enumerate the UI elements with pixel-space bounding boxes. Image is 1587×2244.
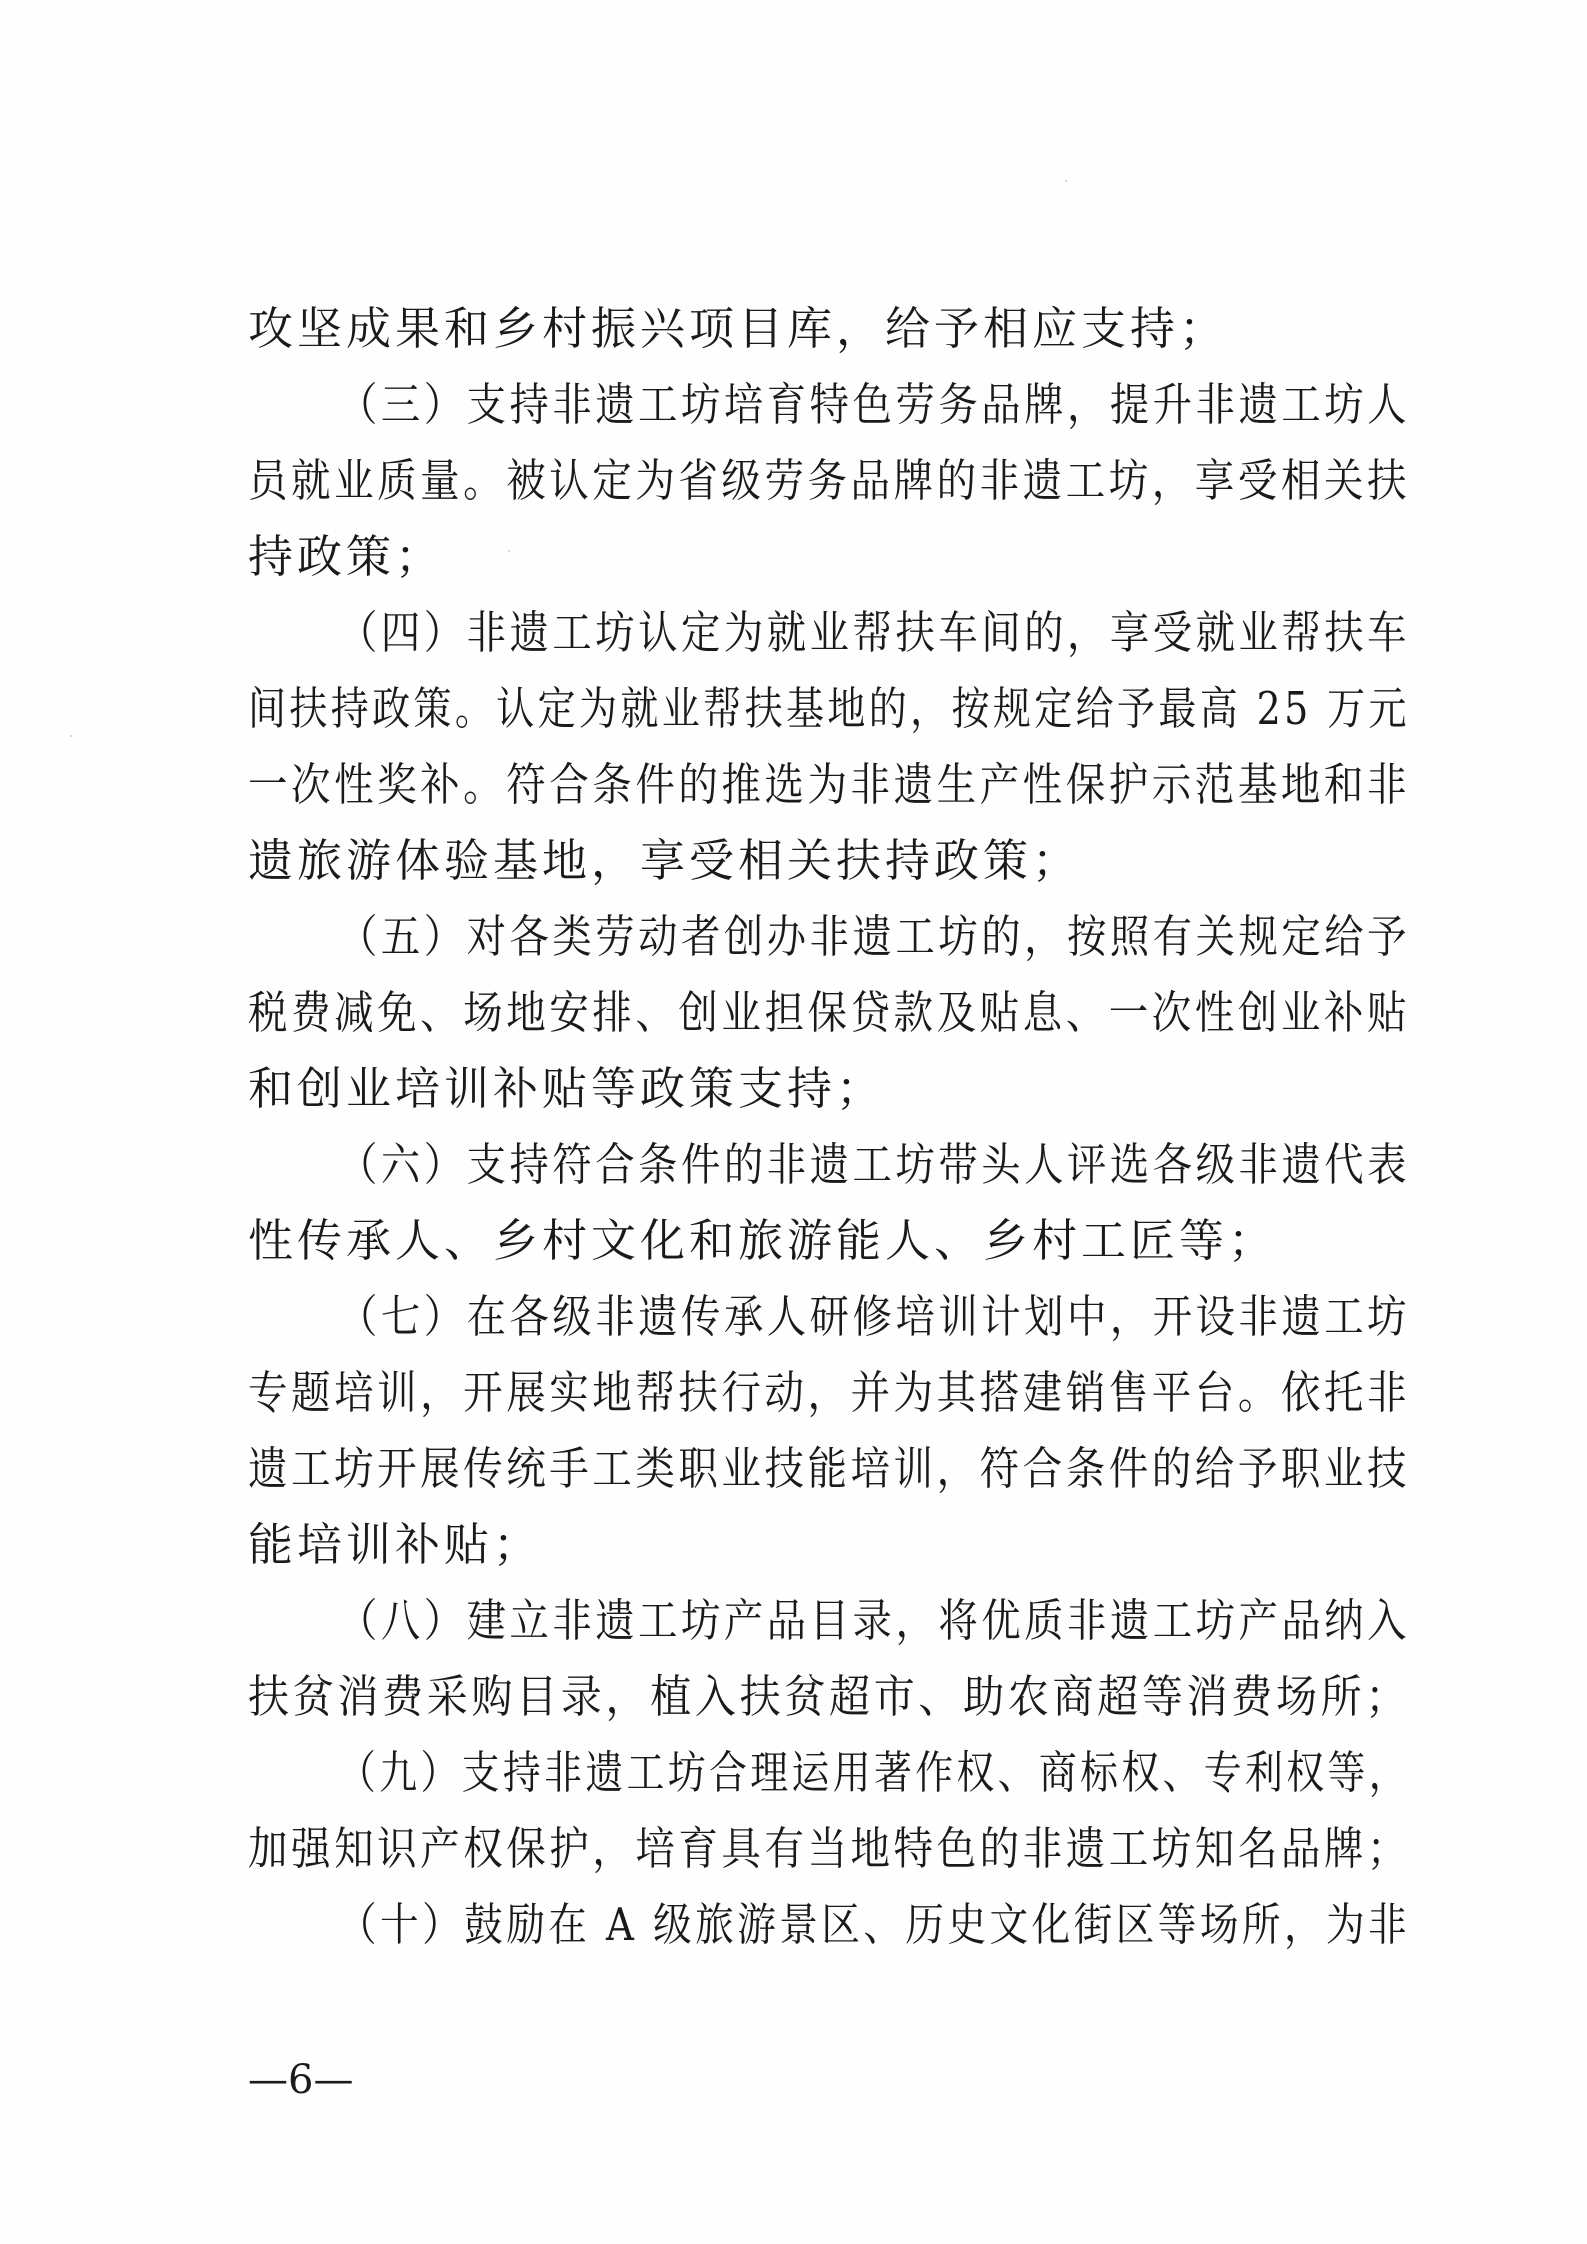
scan-speck — [70, 735, 72, 737]
text-line: （十）鼓励在 A 级旅游景区、历史文化街区等场所，为非 — [338, 1898, 1411, 1951]
text-line: 员就业质量。被认定为省级劳务品牌的非遗工坊，享受相关扶 — [248, 454, 1411, 507]
scan-speck — [1065, 180, 1067, 182]
text-line: 税费减免、场地安排、创业担保贷款及贴息、一次性创业补贴 — [248, 986, 1411, 1039]
text-line: （八）建立非遗工坊产品目录，将优质非遗工坊产品纳入 — [338, 1594, 1411, 1647]
text-line: 扶贫消费采购目录，植入扶贫超市、助农商超等消费场所； — [248, 1670, 1411, 1723]
text-line: 间扶持政策。认定为就业帮扶基地的，按规定给予最高 25 万元 — [248, 682, 1410, 735]
text-line: （七）在各级非遗传承人研修培训计划中，开设非遗工坊 — [338, 1290, 1411, 1343]
text-line: 遗工坊开展传统手工类职业技能培训，符合条件的给予职业技 — [248, 1442, 1411, 1495]
text-line: （六）支持符合条件的非遗工坊带头人评选各级非遗代表 — [338, 1138, 1411, 1191]
text-line: 加强知识产权保护，培育具有当地特色的非遗工坊知名品牌； — [248, 1822, 1411, 1875]
text-line: 攻坚成果和乡村振兴项目库，给予相应支持； — [248, 302, 1229, 355]
text-line: 能培训补贴； — [248, 1518, 543, 1571]
text-line: （三）支持非遗工坊培育特色劳务品牌，提升非遗工坊人 — [338, 378, 1411, 431]
text-line: 持政策； — [248, 530, 445, 583]
text-line: 一次性奖补。符合条件的推选为非遗生产性保护示范基地和非 — [248, 758, 1411, 811]
text-line: （九）支持非遗工坊合理运用著作权、商标权、专利权等， — [338, 1746, 1410, 1799]
text-line: 性传承人、乡村文化和旅游能人、乡村工匠等； — [248, 1214, 1278, 1267]
page-number: —6— — [248, 2057, 354, 2103]
text-line: （四）非遗工坊认定为就业帮扶车间的，享受就业帮扶车 — [338, 606, 1411, 659]
scan-speck — [508, 550, 510, 552]
text-line: （五）对各类劳动者创办非遗工坊的，按照有关规定给予 — [338, 910, 1411, 963]
text-line: 专题培训，开展实地帮扶行动，并为其搭建销售平台。依托非 — [248, 1366, 1411, 1419]
text-line: 遗旅游体验基地，享受相关扶持政策； — [248, 834, 1082, 887]
text-line: 和创业培训补贴等政策支持； — [248, 1062, 886, 1115]
